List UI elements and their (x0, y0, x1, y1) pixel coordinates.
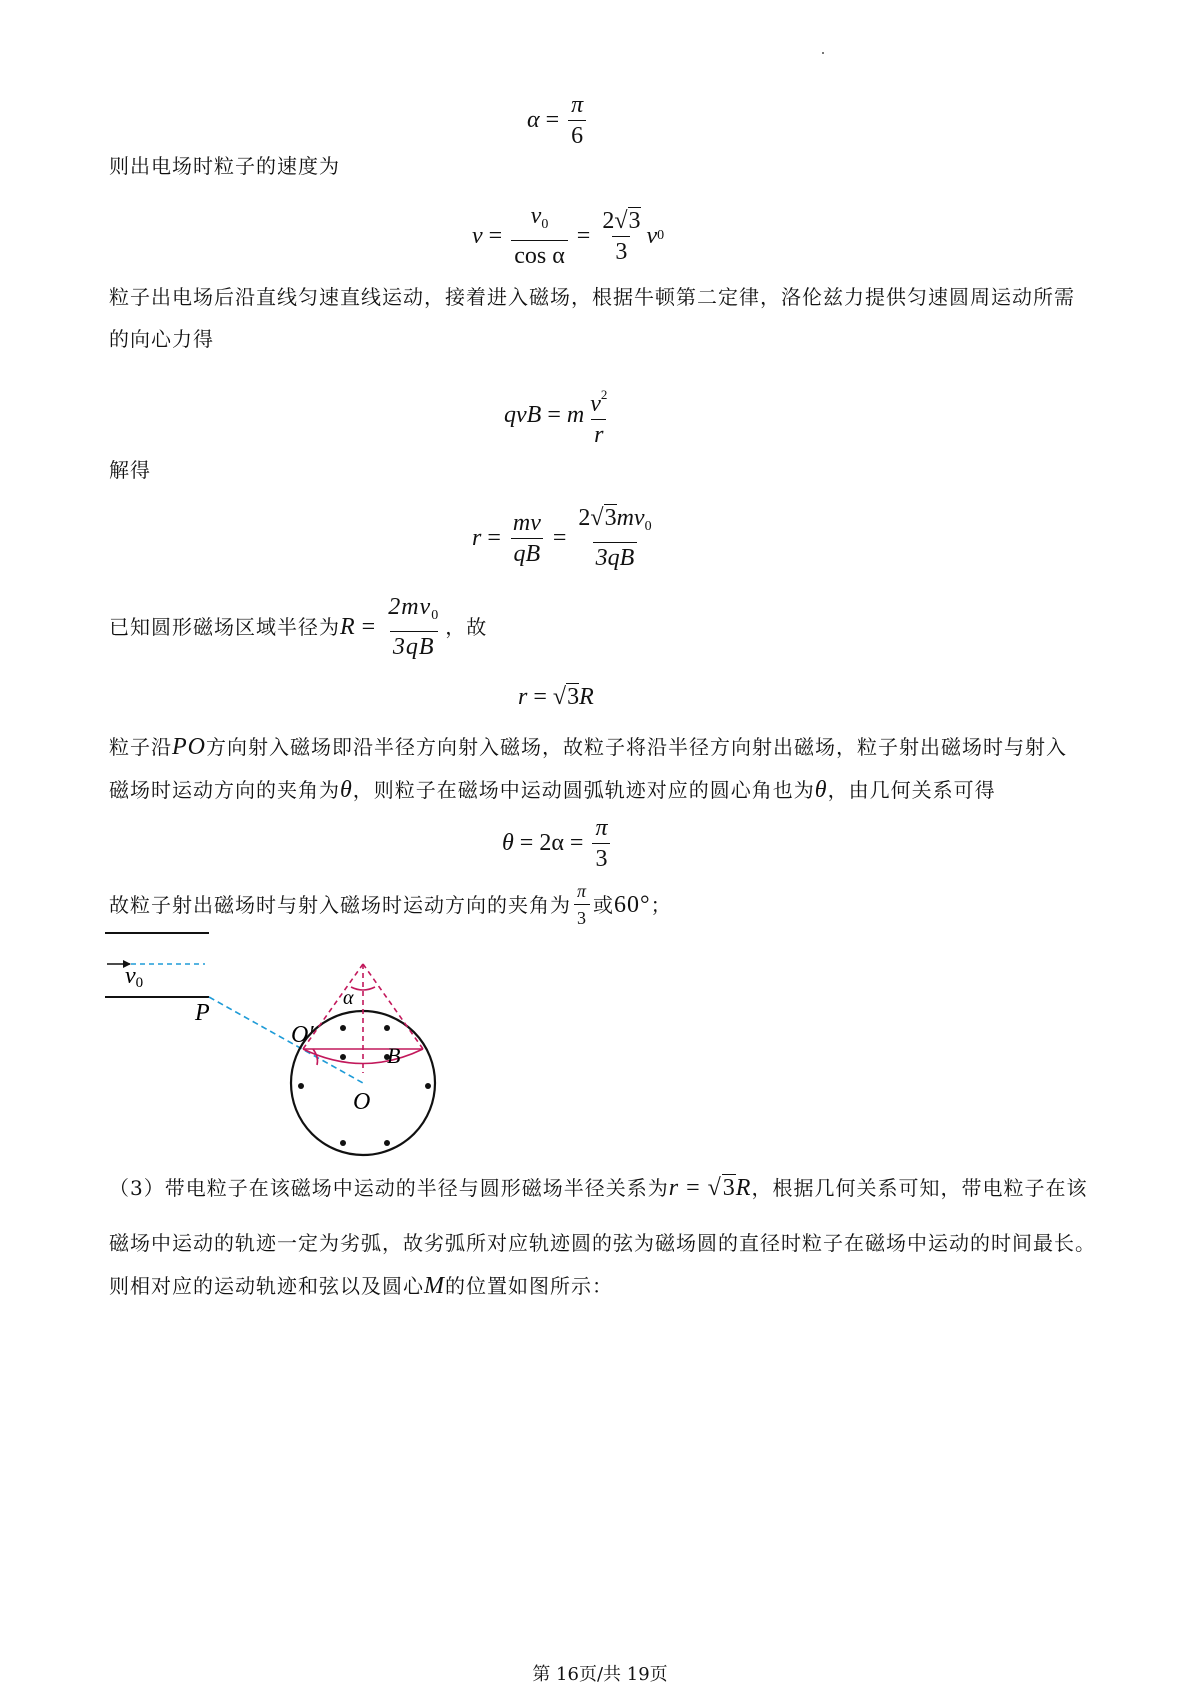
text6-after: ； (650, 892, 672, 917)
paragraph-velocity-intro: 则出电场时粒子的速度为 (109, 154, 340, 178)
eq4-f1-den: qB (511, 538, 544, 567)
point-P-label: P (195, 1000, 210, 1026)
paragraph-solve: 解得 (109, 458, 151, 482)
paragraph-part3-3 (109, 1272, 613, 1300)
text7c-before: 则相对应的运动轨迹和弦以及圆心 (109, 1274, 424, 1298)
eq2-f2-coef: 2 (602, 207, 615, 234)
equation-r-root3R: r = √ 3 R (518, 683, 594, 710)
text5a-before: 粒子沿 (109, 735, 172, 759)
text7a-after: ，根据几何关系可知，带电粒子在该 (751, 1176, 1088, 1200)
eq6-den: 3 (592, 843, 610, 872)
eq5-tail: R (579, 683, 594, 710)
equation-theta: θ = 2α = $\frac{\pi}{3}$ (502, 815, 614, 872)
eq5-root: 3 (567, 684, 580, 710)
text5b-theta1: θ (340, 777, 353, 803)
equation-alpha: α = $\frac{\pi}{6}$ (527, 92, 589, 149)
eq1-den: 6 (568, 120, 586, 149)
alpha-label: α (343, 987, 354, 1009)
text7c-after: 的位置如图所示： (445, 1274, 613, 1298)
text5b-before: 磁场时运动方向的夹角为 (109, 778, 340, 802)
text5b-mid: ，则粒子在磁场中运动圆弧轨迹对应的圆心角也为 (352, 778, 815, 802)
v0-label: v0 (125, 963, 144, 991)
eq4-f2-sub: 0 (644, 519, 652, 534)
eq3-m: m (566, 401, 585, 428)
paragraph-known-radius: 已知圆形磁场区域半径为 R = $\frac{2mv_0}{3qB}$ ，故 (109, 594, 488, 660)
paragraph-part3-1: （3）带电粒子在该磁场中运动的半径与圆形磁场半径关系为r = √3R，根据几何关系可知，带电粒子在该 (109, 1175, 1088, 1201)
eq2-f2-root: 3 (628, 207, 641, 234)
equation-radius: r = $\frac{mv}{qB}$ = $\frac{2√3mv_0}{3qB}$ (472, 505, 658, 571)
paragraph-lorentz-1: 粒子出电场后沿直线匀速直线运动，接着进入磁场，根据牛顿第二定律，洛伦兹力提供匀速圆周运动所需 (109, 285, 1075, 309)
eq3-den: r (591, 419, 606, 448)
text4-R: R (340, 614, 356, 640)
text5a-po: PO (172, 734, 206, 760)
text6-num: π (577, 881, 588, 901)
eq2-f1-den: cos α (511, 240, 568, 269)
equation-force: qvB = m $\frac{v^2}{r}$ (504, 382, 613, 448)
eq4-f2-den: 3qB (593, 542, 638, 571)
eq4-f2-coef: 2 (578, 505, 591, 531)
eq3-lhs: qvB (504, 401, 542, 428)
eq2-fraction2: $\frac{2√3}{3}$ (602, 207, 641, 265)
text6-before: 故粒子射出磁场时与射入磁场时运动方向的夹角为 (109, 892, 571, 917)
eq4-fraction2: $\frac{2√3mv_0}{3qB}$ (578, 505, 652, 571)
text4-before: 已知圆形磁场区域半径为 (109, 615, 340, 639)
text4-after: ，故 (445, 615, 488, 639)
eq6-mid: 2α (539, 830, 564, 856)
text7a-before: （3）带电粒子在该磁场中运动的半径与圆形磁场半径关系为 (109, 1176, 669, 1200)
scan-speck (822, 52, 824, 54)
eq2-tail: v (646, 222, 658, 249)
eq3-num: v (590, 391, 601, 417)
text4-fraction (385, 594, 442, 660)
eq2-tail-sub: 0 (657, 228, 665, 243)
text6-or: 或 (593, 892, 615, 917)
eq1-fraction (568, 92, 586, 149)
eq2-f2-den: 3 (612, 236, 630, 265)
text4-num-sub: 0 (431, 608, 440, 623)
eq2-f1-num: v (530, 203, 542, 229)
eq3-fraction (587, 382, 610, 448)
PO-guide-line (209, 997, 363, 1083)
eq5-lhs: r (518, 683, 528, 710)
page-footer: 第 16页/共 19页 (532, 1664, 668, 1685)
equation-velocity: v = $\frac{v_0}{\text{cos α}}$ = $\frac{2√3}{3}$ v 0 (472, 203, 665, 269)
eq4-fraction1 (510, 510, 544, 567)
text7a-r: r (668, 1175, 680, 1201)
eq6-num: π (595, 815, 608, 841)
text6-fraction (574, 880, 590, 929)
paragraph-part3-2: 磁场中运动的轨迹一定为劣弧，故劣弧所对应轨迹圆的弦为磁场圆的直径时粒子在磁场中运动的时间最长。 (109, 1231, 1096, 1255)
trajectory-group (303, 964, 423, 1073)
text5b-theta2: θ (814, 777, 828, 803)
paragraph-theta (109, 776, 996, 804)
text7a-R: R (735, 1175, 752, 1201)
eq6-lhs: θ (502, 830, 514, 856)
eq4-f2-root: 3 (604, 505, 617, 531)
eq3-num-sup: 2 (600, 387, 608, 402)
eq4-f2-mv: mv (616, 505, 645, 531)
paragraph-po-direction (109, 733, 1067, 761)
eq4-lhs: r (472, 524, 482, 551)
point-B-label: B (387, 1043, 401, 1068)
point-O-label: O (353, 1089, 371, 1115)
field-dots (298, 1025, 431, 1146)
text4-num: 2mv (388, 594, 432, 620)
eq2-fraction1 (511, 203, 568, 269)
text4-den: 3qB (390, 631, 438, 660)
eq2-lhs: v (472, 222, 483, 249)
paragraph-angle-result (109, 880, 672, 929)
eq1-lhs: α (527, 107, 540, 133)
text7c-M: M (424, 1273, 445, 1299)
eq2-f1-num-sub: 0 (541, 217, 549, 232)
magnetic-field-figure (95, 925, 455, 1165)
eq6-fraction (592, 815, 610, 872)
point-Oprime-label: O′ (291, 1022, 314, 1048)
text6-deg: 60° (614, 891, 651, 918)
paragraph-lorentz-2: 的向心力得 (109, 327, 214, 351)
eq4-f1-num: mv (512, 509, 541, 536)
eq1-num: π (571, 92, 584, 118)
text5b-after: ，由几何关系可得 (827, 778, 996, 802)
text5a-after: 方向射入磁场即沿半径方向射入磁场，故粒子将沿半径方向射出磁场，粒子射出磁场时与射入 (206, 735, 1067, 759)
text6-den: 3 (574, 904, 590, 929)
text7a-root: 3 (722, 1175, 736, 1201)
